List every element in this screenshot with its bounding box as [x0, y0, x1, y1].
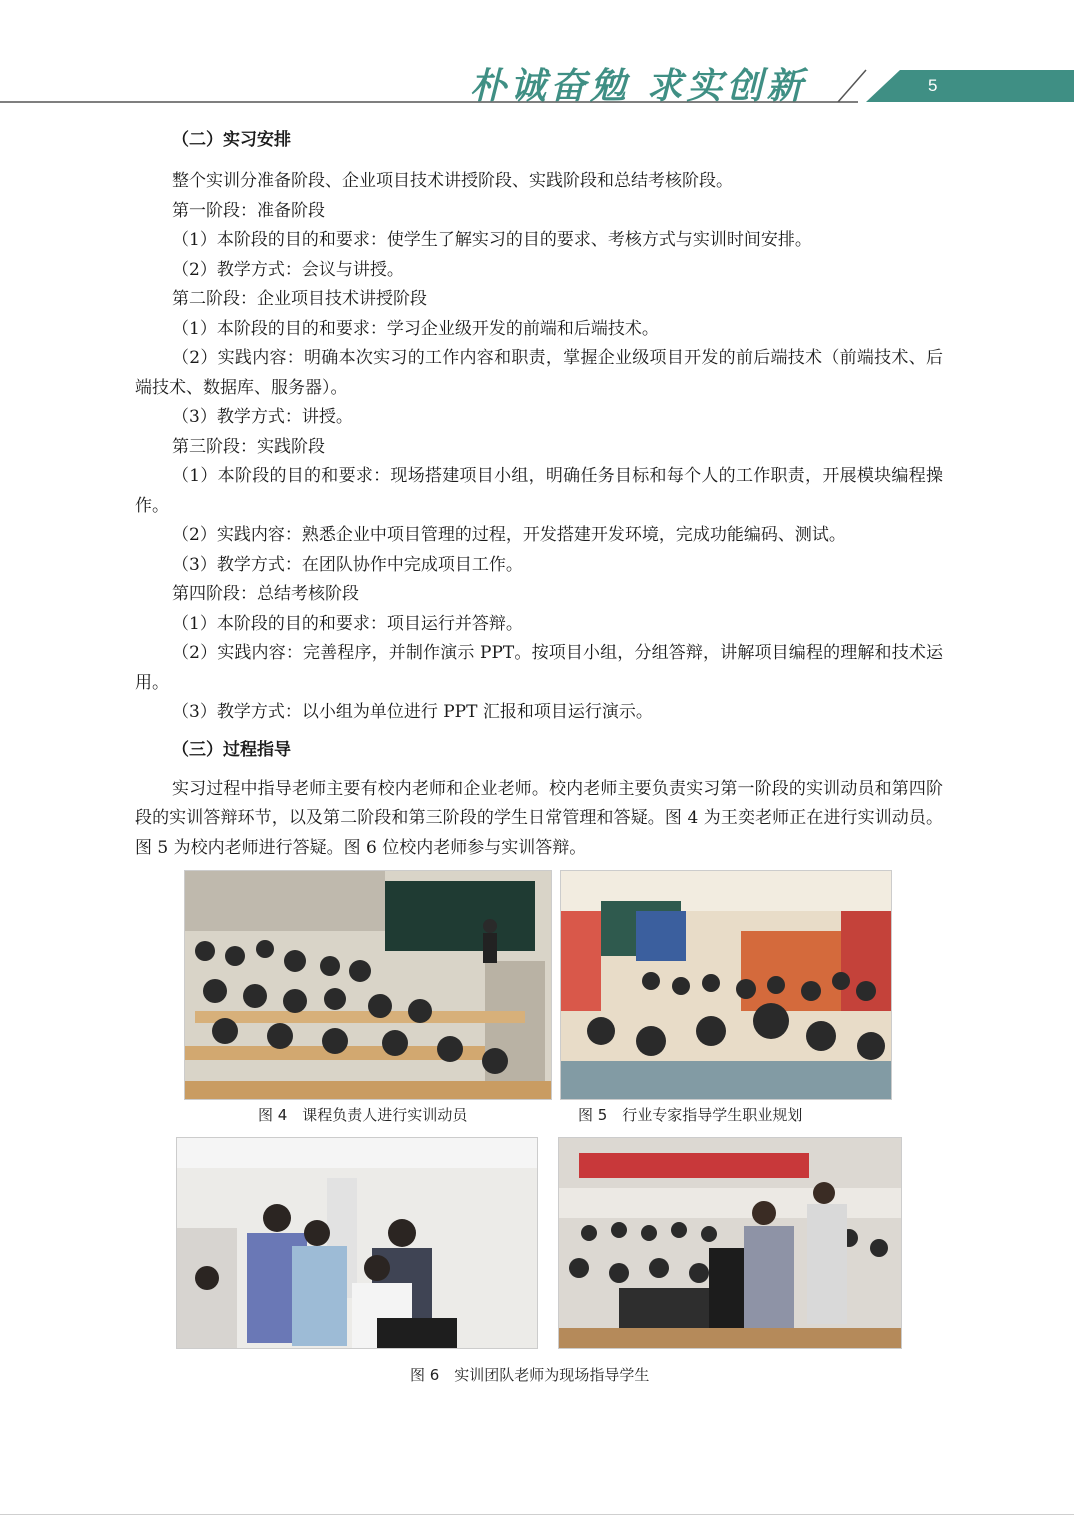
paragraph: （1）本阶段的目的和要求：现场搭建项目小组，明确任务目标和每个人的工作职责，开展模块编程操作。	[135, 466, 943, 516]
paragraph: （2）实践内容：熟悉企业中项目管理的过程，开发搭建开发环境，完成功能编码、测试。	[172, 525, 846, 545]
paragraph: （1）本阶段的目的和要求：学习企业级开发的前端和后端技术。	[172, 318, 659, 339]
paragraph: （3）教学方式：以小组为单位进行 PPT 汇报和项目运行演示。	[172, 702, 653, 722]
figure-5-caption: 图 5 行业专家指导学生职业规划	[578, 1106, 803, 1124]
school-motto: 朴诚奋勉 求实创新	[470, 65, 807, 107]
paragraph: （3）教学方式：在团队协作中完成项目工作。	[172, 554, 523, 575]
figure-5-photo	[560, 870, 892, 1100]
figure-6-caption: 图 6 实训团队老师为现场指导学生	[410, 1366, 650, 1384]
figure-4-caption: 图 4 课程负责人进行实训动员	[258, 1106, 468, 1124]
section-heading-guidance: （三）过程指导	[172, 739, 291, 760]
figure-6-photo-right	[558, 1137, 902, 1349]
paragraph: （2）教学方式：会议与讲授。	[172, 259, 404, 280]
paragraph: （2）实践内容：完善程序，并制作演示 PPT。按项目小组，分组答辩，讲解项目编程的理解和技术运用。	[135, 643, 943, 693]
figure-4-photo	[184, 870, 552, 1100]
figure-6-photo-left	[176, 1137, 538, 1349]
paragraph: 第三阶段：实践阶段	[172, 436, 325, 457]
document-body	[135, 126, 943, 863]
paragraph: （1）本阶段的目的和要求：使学生了解实习的目的要求、考核方式与实训时间安排。	[172, 230, 812, 250]
paragraph: （3）教学方式：讲授。	[172, 407, 353, 427]
paragraph: 第一阶段：准备阶段	[172, 200, 325, 221]
paragraph: 第二阶段：企业项目技术讲授阶段	[172, 289, 427, 309]
footer-divider	[0, 1514, 1074, 1515]
paragraph: 第四阶段：总结考核阶段	[172, 584, 359, 604]
paragraph: （2）实践内容：明确本次实习的工作内容和职责，掌握企业级项目开发的前后端技术（前端技术、后端技术、数据库、服务器）。	[135, 348, 943, 398]
page-number: 5	[928, 76, 938, 95]
paragraph: 实习过程中指导老师主要有校内老师和企业老师。校内老师主要负责实习第一阶段的实训动员和第四阶段的实训答辩环节，以及第二阶段和第三阶段的学生日常管理和答疑。图 4 为王奕老师正在进行实训动员。图 5 为校内老师进行答疑。图 6 位校内老师参与实训答辩。	[135, 778, 943, 858]
section-heading-arrangement: （二）实习安排	[172, 130, 291, 150]
paragraph: （1）本阶段的目的和要求：项目运行并答辩。	[172, 613, 523, 634]
page-header	[0, 0, 1074, 110]
paragraph: 整个实训分准备阶段、企业项目技术讲授阶段、实践阶段和总结考核阶段。	[172, 171, 733, 191]
